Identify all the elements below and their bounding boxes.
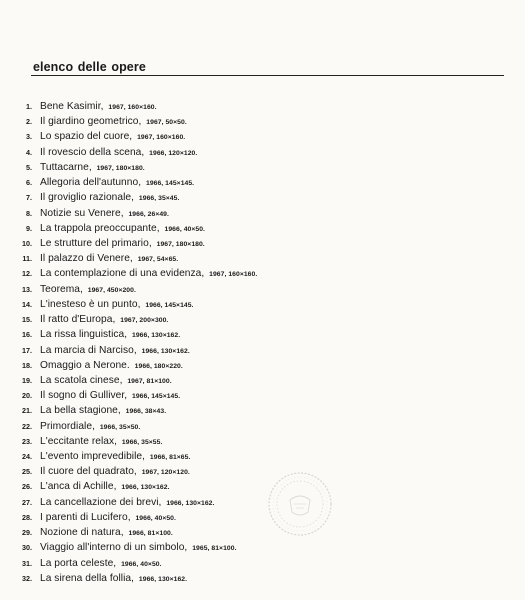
work-title (40, 419, 140, 435)
work-title (40, 236, 205, 252)
work-title-text: Notizie su Venere, (40, 207, 124, 219)
work-number: 31. (22, 558, 32, 568)
work-title-text: Il sogno di Gulliver, (40, 390, 128, 402)
work-number: 8. (26, 208, 32, 218)
work-details: 1966, 81×100. (128, 530, 173, 538)
work-details: 1967, 180×180. (96, 164, 145, 172)
work-number: 32. (22, 573, 32, 583)
work-title (40, 525, 173, 541)
work-title (40, 373, 172, 389)
work-details: 1967, 54×65. (137, 256, 179, 264)
work-details: 1967, 160×160. (108, 104, 157, 111)
work-number: 28. (22, 512, 32, 522)
work-number: 18. (22, 360, 32, 370)
work-title-text: Primordiale, (40, 420, 95, 432)
work-title-text: Teorema, (40, 283, 83, 295)
work-number: 3. (26, 132, 32, 142)
work-details: 1966, 130×162. (166, 499, 215, 507)
work-number: 24. (22, 452, 32, 462)
work-title-text: Viaggio all'interno di un simbolo, (40, 542, 188, 554)
work-title-text: Bene Kasimir, (40, 101, 104, 112)
work-number: 16. (22, 330, 32, 340)
work-title (40, 206, 169, 222)
work-details: 1967, 180×180. (156, 240, 205, 248)
work-title (40, 160, 145, 176)
work-title-text: L'evento imprevedibile, (40, 451, 146, 463)
work-details: 1967, 160×160. (209, 271, 258, 279)
work-title-text: La rissa linguistica, (40, 329, 128, 341)
work-title-text: La cancellazione dei brevi, (40, 496, 162, 508)
work-title (40, 540, 237, 556)
work-details: 1967, 120×120. (141, 469, 190, 477)
work-title (40, 145, 197, 161)
work-number: 25. (22, 467, 32, 477)
work-title (40, 175, 194, 191)
work-title (40, 388, 180, 404)
work-title-text: Lo spazio del cuore, (40, 131, 133, 143)
work-number: 12. (22, 269, 32, 279)
work-details: 1967, 160×160. (137, 134, 186, 142)
work-details: 1966, 35×45. (138, 195, 180, 203)
work-number: 15. (22, 315, 32, 325)
work-title-text: Il ratto d'Europa, (40, 314, 116, 326)
work-title (40, 403, 166, 419)
work-title (40, 495, 214, 511)
work-details: 1966, 145×145. (145, 301, 194, 309)
work-details: 1967, 200×300. (120, 317, 169, 325)
work-number: 13. (22, 284, 32, 294)
work-title-text: La scatola cinese, (40, 374, 123, 386)
work-title (40, 266, 257, 282)
work-title (40, 221, 205, 237)
work-number: 7. (26, 193, 32, 203)
work-details: 1967, 50×50. (146, 119, 187, 127)
work-title (40, 571, 187, 587)
work-title (40, 282, 136, 298)
work-title-text: Il giardino geometrico, (40, 116, 142, 128)
work-title (40, 358, 183, 374)
work-details: 1966, 81×65. (149, 454, 191, 462)
work-title (40, 479, 170, 495)
work-title-text: La contemplazione di una evidenza, (40, 268, 205, 280)
work-title (40, 327, 180, 343)
work-title (40, 464, 190, 480)
work-number: 26. (22, 482, 32, 492)
work-details: 1966, 180×220. (134, 362, 183, 370)
work-title (40, 190, 179, 206)
work-title (40, 114, 187, 130)
work-details: 1965, 81×100. (192, 545, 237, 553)
work-number: 6. (26, 178, 32, 188)
work-number: 23. (22, 436, 32, 446)
work-title-text: Tuttacarne, (40, 161, 92, 173)
work-details: 1966, 130×162. (132, 332, 181, 340)
work-details: 1966, 130×162. (141, 347, 190, 355)
work-title-text: Il rovescio della scena, (40, 146, 145, 158)
work-details: 1966, 35×55. (121, 438, 163, 446)
work-title-text: La trappola preoccupante, (40, 222, 160, 234)
work-number: 10. (22, 238, 32, 248)
work-details: 1966, 145×145. (132, 393, 181, 401)
work-title-text: Allegoria dell'autunno, (40, 177, 142, 189)
work-details: 1966, 35×50. (99, 423, 141, 431)
work-number: 30. (22, 543, 32, 553)
work-title-text: Omaggio a Nerone. (40, 359, 130, 371)
work-title (40, 99, 157, 115)
work-title (40, 510, 176, 526)
work-details: 1966, 40×50. (164, 225, 205, 233)
work-number: 21. (22, 406, 32, 416)
work-title-text: La bella stagione, (40, 405, 121, 417)
work-title (40, 251, 178, 267)
work-title (40, 434, 162, 450)
work-title-text: L'anca di Achille, (40, 481, 117, 493)
work-number: 11. (22, 254, 32, 264)
work-number: 9. (26, 223, 32, 233)
work-title (40, 312, 168, 328)
work-number: 1. (26, 102, 32, 111)
work-number: 4. (26, 147, 32, 157)
page-title: elenco delle opere (33, 60, 146, 74)
work-details: 1966, 40×50. (121, 560, 162, 568)
work-title-text: Nozione di natura, (40, 527, 124, 539)
work-details: 1966, 120×120. (149, 149, 198, 157)
work-title-text: Il cuore del quadrato, (40, 466, 137, 478)
work-title (40, 129, 185, 145)
work-details: 1966, 40×50. (135, 514, 176, 522)
work-title (40, 449, 190, 465)
work-number: 20. (22, 391, 32, 401)
title-divider (31, 75, 504, 76)
work-number: 29. (22, 528, 32, 538)
work-details: 1967, 81×100. (127, 377, 172, 385)
work-title (40, 343, 190, 359)
work-details: 1966, 130×162. (121, 484, 170, 492)
work-number: 17. (22, 345, 32, 355)
work-number: 22. (22, 421, 32, 431)
work-number: 14. (22, 299, 32, 309)
work-number: 19. (22, 375, 32, 385)
work-title-text: Il palazzo di Venere, (40, 253, 133, 265)
circular-stamp-icon (266, 470, 334, 538)
work-title (40, 556, 162, 572)
work-details: 1966, 26×49. (128, 210, 169, 218)
work-details: 1967, 450×200. (87, 286, 136, 294)
work-details: 1966, 145×145. (145, 180, 195, 188)
work-details: 1966, 38×43. (125, 408, 167, 416)
work-number: 2. (26, 117, 32, 127)
work-number: 5. (26, 162, 32, 172)
work-number: 27. (22, 497, 32, 507)
work-title (40, 297, 194, 313)
work-details: 1966, 130×162. (138, 575, 188, 583)
work-title-text: La sirena della follia, (40, 572, 135, 584)
work-title-text: Il groviglio razionale, (40, 192, 135, 204)
work-title-text: I parenti di Lucifero, (40, 511, 131, 523)
work-title-text: L'eccitante relax, (40, 435, 118, 447)
work-title-text: L'inesteso è un punto, (40, 298, 141, 310)
work-title-text: Le strutture del primario, (40, 237, 152, 249)
work-title-text: La marcia di Narciso, (40, 344, 137, 356)
work-title-text: La porta celeste, (40, 557, 117, 569)
